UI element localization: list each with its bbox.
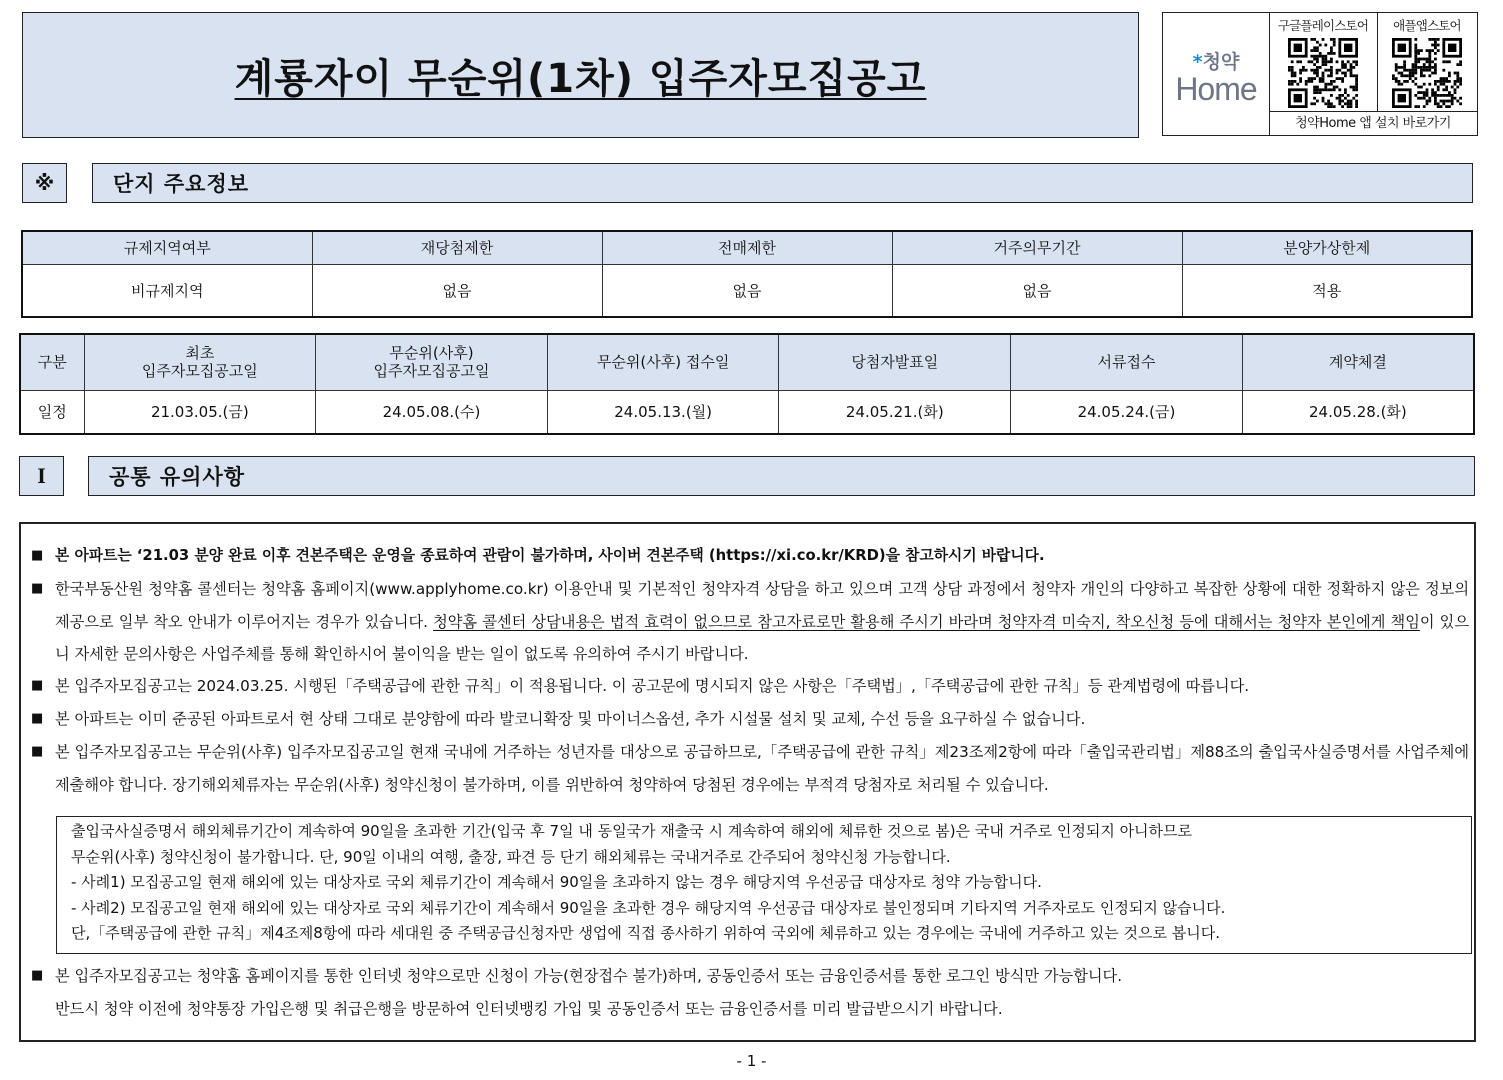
table-header-cell: 무순위(사후) 접수일 [547, 334, 779, 390]
table-cell: 24.05.08.(수) [316, 390, 548, 434]
table-header-cell: 재당첨제한 [312, 231, 602, 264]
google-play-qr-cell[interactable] [1269, 13, 1378, 111]
table-header-cell: 당첨자발표일 [779, 334, 1011, 390]
table-header-cell: 분양가상한제 [1182, 231, 1472, 264]
notice-box [19, 522, 1476, 1042]
table-cell: 24.05.24.(금) [1011, 390, 1243, 434]
table-header-cell: 전매제한 [602, 231, 892, 264]
notice-item: ■ 본 입주자모집공고는 2024.03.25. 시행된「주택공급에 관한 규칙」이 적용됩니다. 이 공고문에 명시되지 않은 사항은「주택법」,「주택공급에 관한 규칙」등 관계법령에 따릅니다. [31, 670, 1469, 703]
app-store-qr-cell[interactable] [1377, 13, 1477, 111]
logo-text-top: 청약 [1202, 51, 1240, 73]
app-store-label: 애플앱스토어 [1393, 18, 1461, 33]
table-header-cell: 구분 [20, 334, 84, 390]
schedule-table [19, 333, 1475, 435]
bullet-square-icon: ■ [31, 678, 44, 693]
table-cell: 없음 [602, 264, 892, 317]
note-line: - 사례1) 모집공고일 현재 해외에 있는 대상자로 국외 체류기간이 계속해서 90일을 초과하지 않는 경우 해당지역 우선공급 대상자로 청약 가능합니다. [71, 873, 1042, 891]
bullet-square-icon: ■ [31, 968, 44, 983]
table-header-cell: 서류접수 [1011, 334, 1243, 390]
table-header-cell: 규제지역여부 [22, 231, 312, 264]
table-cell: 21.03.05.(금) [84, 390, 316, 434]
table-cell: 24.05.13.(월) [547, 390, 779, 434]
info-table [21, 230, 1473, 318]
section-title: 공통 유의사항 [88, 456, 1475, 496]
table-header-cell: 최초 입주자모집공고일 [84, 334, 316, 390]
residence-note-box [56, 816, 1472, 954]
note-line: 출입국사실증명서 해외체류기간이 계속하여 90일을 초과한 기간(입국 후 7일 내 동일국가 재출국 시 계속하여 해외에 체류한 것으로 봄)은 국내 거주로 인정되지 아니하므로 [71, 822, 1193, 840]
table-cell: 없음 [892, 264, 1182, 317]
table-cell: 적용 [1182, 264, 1472, 317]
row-label: 일정 [20, 390, 84, 434]
app-install-box [1162, 12, 1478, 136]
section-title: 단지 주요정보 [92, 163, 1473, 203]
title-box [22, 12, 1139, 138]
notice-item: ■ 한국부동산원 청약홈 콜센터는 청약홈 홈페이지(www.applyhome.co.kr) 이용안내 및 기본적인 청약자격 상담을 하고 있으며 고객 상담 과정에서 청약자 개인의 다양하고 복잡한 상황에 대한 정확하지 않은 정보의 제공으로 일부 착오 안내가 이루어지는 경우가 있습니다. 청약홈 콜센터 상담내용은 법적 효력이 없으므로 참고자료로만 활용해 주시기 바라며 청약자격 미숙지, 착오신청 등에 대해서는 청약자 본인에게 책임이 있으니 자세한 문의사항은 사업주체를 통해 확인하시어 불이익을 받는 일이 없도록 유의하여 주시기 바랍니다. [31, 573, 1469, 671]
bullet-square-icon: ■ [31, 581, 44, 596]
star-icon: * [1192, 51, 1203, 73]
bullet-square-icon: ■ [31, 711, 44, 726]
section-mark: ※ [22, 163, 67, 203]
table-cell: 24.05.28.(화) [1242, 390, 1474, 434]
notice-item: ■ 본 입주자모집공고는 청약홈 홈페이지를 통한 인터넷 청약으로만 신청이 가능(현장접수 불가)하며, 공동인증서 또는 금융인증서를 통한 로그인 방식만 가능합니다. 반드시 청약 이전에 청약통장 가입은행 및 취급은행을 방문하여 인터넷뱅킹 가입 및 공동인증서 또는 금융인증서를 미리 발급받으시기 바랍니다. [31, 960, 1469, 1025]
notice-item: ■ 본 아파트는 ‘21.03 분양 완료 이후 견본주택은 운영을 종료하여 관람이 불가하며, 사이버 견본주택 (https://xi.co.kr/KRD)을 참고하시기 바랍니다. [31, 540, 1469, 573]
google-play-label: 구글플레이스토어 [1277, 18, 1369, 33]
note-line: 단,「주택공급에 관한 규칙」제4조제8항에 따라 세대원 중 주택공급신청자만 생업에 직접 종사하기 위하여 국외에 체류하고 있는 경우에는 국내에 거주하고 있는 것으로 봅니다. [71, 924, 1221, 942]
bullet-square-icon: ■ [31, 744, 44, 759]
notice-item: ■ 본 입주자모집공고는 무순위(사후) 입주자모집공고일 현재 국내에 거주하는 성년자를 대상으로 공급하므로,「주택공급에 관한 규칙」제23조제2항에 따라「출입국관리법」제88조의 출입국사실증명서를 사업주체에 제출해야 합니다. 장기해외체류자는 무순위(사후) 청약신청이 불가하며, 이를 위반하여 청약하여 당첨된 경우에는 부적격 당첨자로 처리될 수 있습니다. [31, 736, 1469, 801]
app-install-link[interactable]: 청약Home 앱 설치 바로가기 [1269, 111, 1477, 136]
notice-item: ■ 본 아파트는 이미 준공된 아파트로서 현 상태 그대로 분양함에 따라 발코니확장 및 마이너스옵션, 추가 시설물 설치 및 교체, 수선 등을 요구하실 수 없습니다. [31, 703, 1469, 736]
bullet-square-icon: ■ [31, 548, 44, 563]
page-title: 계룡자이 무순위(1차) 입주자모집공고 [234, 55, 927, 102]
page-number: - 1 - [736, 1052, 767, 1070]
note-line: - 사례2) 모집공고일 현재 해외에 있는 대상자로 국외 체류기간이 계속해서 90일을 초과한 경우 해당지역 우선공급 대상자로 불인정되며 기타지역 거주자로도 인정되지 않습니다. [71, 898, 1226, 917]
table-header-cell: 계약체결 [1242, 334, 1474, 390]
qr-code-icon[interactable] [1288, 38, 1358, 108]
table-header-cell: 무순위(사후) 입주자모집공고일 [316, 334, 548, 390]
note-line: 무순위(사후) 청약신청이 불가합니다. 단, 90일 이내의 여행, 출장, 파견 등 단기 해외체류는 국내거주로 간주되어 청약신청 가능합니다. [71, 847, 951, 866]
table-cell: 없음 [312, 264, 602, 317]
table-cell: 비규제지역 [22, 264, 312, 317]
applyhome-logo [1163, 13, 1270, 135]
section-mark: I [19, 456, 64, 496]
table-cell: 24.05.21.(화) [779, 390, 1011, 434]
table-header-cell: 거주의무기간 [892, 231, 1182, 264]
logo-text-home: Home [1175, 71, 1257, 107]
qr-code-icon[interactable] [1392, 38, 1462, 108]
